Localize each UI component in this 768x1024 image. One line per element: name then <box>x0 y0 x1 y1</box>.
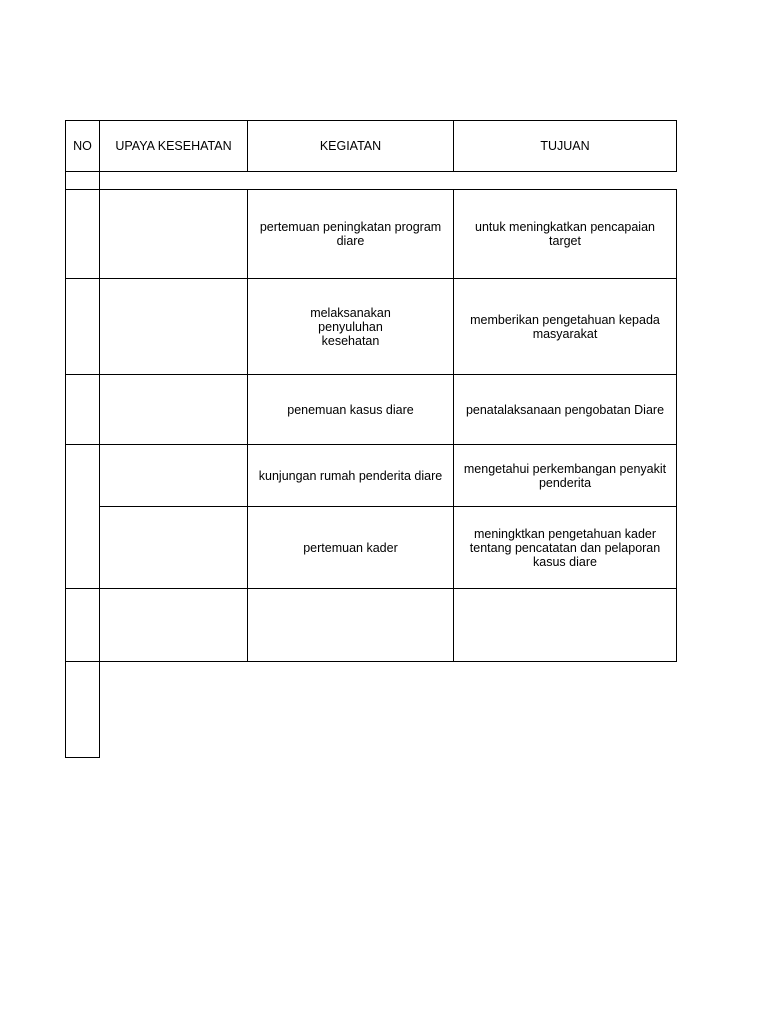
tujuan-cell: penatalaksanaan pengobatan Diare <box>465 402 665 417</box>
grid-line <box>99 120 100 758</box>
kegiatan-cell: penemuan kasus diare <box>287 402 414 417</box>
grid-line <box>676 189 677 662</box>
header-upaya-kesehatan: UPAYA KESEHATAN <box>115 139 232 153</box>
header-no: NO <box>73 139 92 153</box>
grid-line <box>65 120 66 758</box>
kegiatan-cell: kunjungan rumah penderita diare <box>258 468 443 483</box>
tujuan-cell: memberikan pengetahuan kepada masyarakat <box>470 312 660 341</box>
grid-line <box>65 171 677 172</box>
grid-line <box>676 120 677 172</box>
header-kegiatan: KEGIATAN <box>319 139 382 153</box>
grid-line <box>65 757 100 758</box>
kegiatan-cell: pertemuan kader <box>303 540 398 555</box>
header-tujuan: TUJUAN <box>540 139 590 153</box>
grid-line <box>65 661 677 662</box>
tujuan-cell: mengetahui perkembangan penyakit penderita <box>463 461 667 490</box>
grid-line <box>65 588 677 589</box>
kegiatan-cell: melaksanakan penyuluhan kesehatan <box>310 305 391 348</box>
tujuan-cell: untuk meningkatkan pencapaian target <box>475 220 655 248</box>
kegiatan-cell: pertemuan peningkatan program diare <box>259 220 442 248</box>
tujuan-cell: meningktkan pengetahuan kader tentang pencatatan dan pelaporan kasus diare <box>469 526 661 569</box>
